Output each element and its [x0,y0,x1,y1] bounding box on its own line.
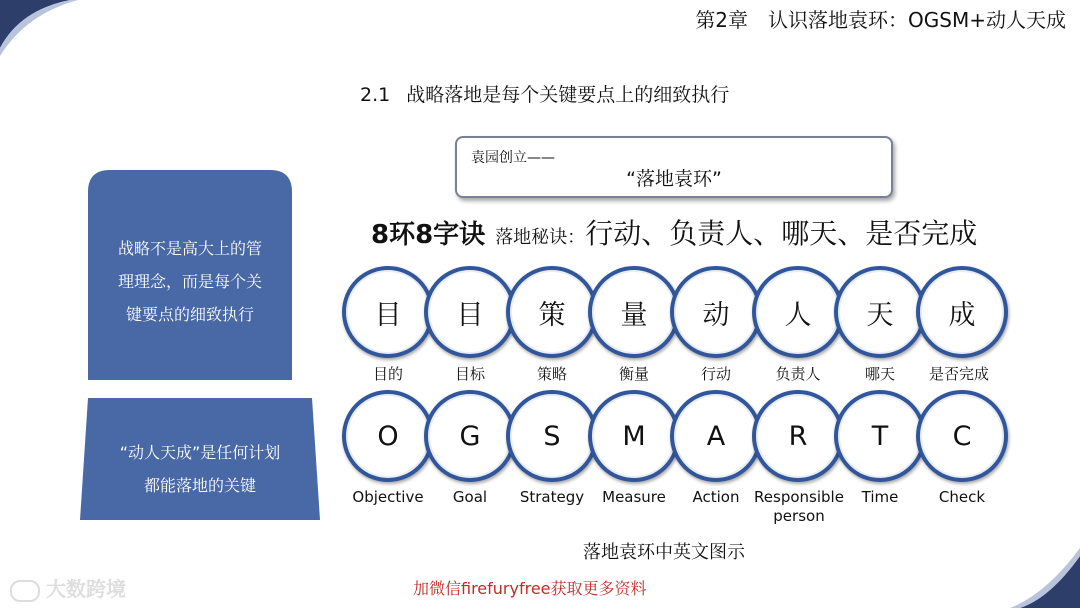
ring-circle: T [834,390,926,482]
promo-text: 加微信firefuryfree获取更多资料 [413,579,647,598]
ring-label: 哪天 [864,365,895,383]
left-box-text [88,232,292,331]
ring-circle: M [588,390,680,482]
watermark [10,573,126,602]
ring-circle: 动 [670,266,762,358]
headline-label: 落地秘诀： [495,227,586,248]
ring-label: 行动 [700,365,731,383]
ring-circle: C [916,390,1008,482]
ring-label: Action [692,488,740,506]
trapezoid-line: “动人天成”是任何计划 [119,443,281,462]
ring-circle: 量 [588,266,680,358]
diagram-caption: 落地袁环中英文图示 [583,542,745,563]
left-box-dongren [80,398,320,520]
ring-label: Strategy [519,488,585,506]
headline [371,212,977,252]
section-heading [360,80,729,107]
ring-circle: S [506,390,598,482]
ring-label: 是否完成 [928,365,989,383]
watermark-text: 大数跨境 [46,577,126,601]
corner-swoosh-bottom-right [990,548,1080,608]
chapter-title: 第2章 认识落地袁环：OGSM+动人天成 [695,8,1066,32]
callout-title: “落地袁环” [626,168,722,190]
ring-label: 目标 [454,365,485,383]
ring-label: 策略 [536,365,567,383]
left-box-line: 战略不是高大上的管 [117,239,262,258]
trapezoid-text [80,436,320,502]
ring-circle: 策 [506,266,598,358]
ring-label: 目的 [372,365,403,383]
ring-circle: 成 [916,266,1008,358]
callout-prefix: 袁园创立—— [471,150,555,166]
ring-label: Goal [452,488,488,506]
headline-values: 行动、负责人、哪天、是否完成 [585,217,978,250]
left-box-line: 键要点的细致执行 [125,305,254,324]
ring-circle: 目 [342,266,434,358]
left-box-strategy [88,170,292,380]
ring-label: Responsible person [754,488,844,525]
headline-big: 8环8字诀 [371,220,486,250]
corner-swoosh-top-left [0,0,90,60]
section-number: 2.1 [360,84,391,106]
callout-box [455,136,893,198]
trapezoid-line: 都能落地的关键 [143,476,256,495]
ring-circle: 目 [424,266,516,358]
left-box-line: 理理念，而是每个关 [117,272,262,291]
ring-circle: R [752,390,844,482]
section-title: 战略落地是每个关键要点上的细致执行 [406,84,730,106]
ring-label: Objective [352,488,424,506]
ring-label: 负责人 [775,365,821,383]
watermark-logo-icon [10,580,40,602]
ring-circle: 人 [752,266,844,358]
ring-circle: A [670,390,762,482]
ring-label: 衡量 [618,365,649,383]
ring-circle: O [342,390,434,482]
ring-circle: G [424,390,516,482]
ring-label: Check [938,488,986,506]
ring-circle: 天 [834,266,926,358]
ring-label: Measure [602,488,666,506]
ring-label: Time [861,488,899,506]
